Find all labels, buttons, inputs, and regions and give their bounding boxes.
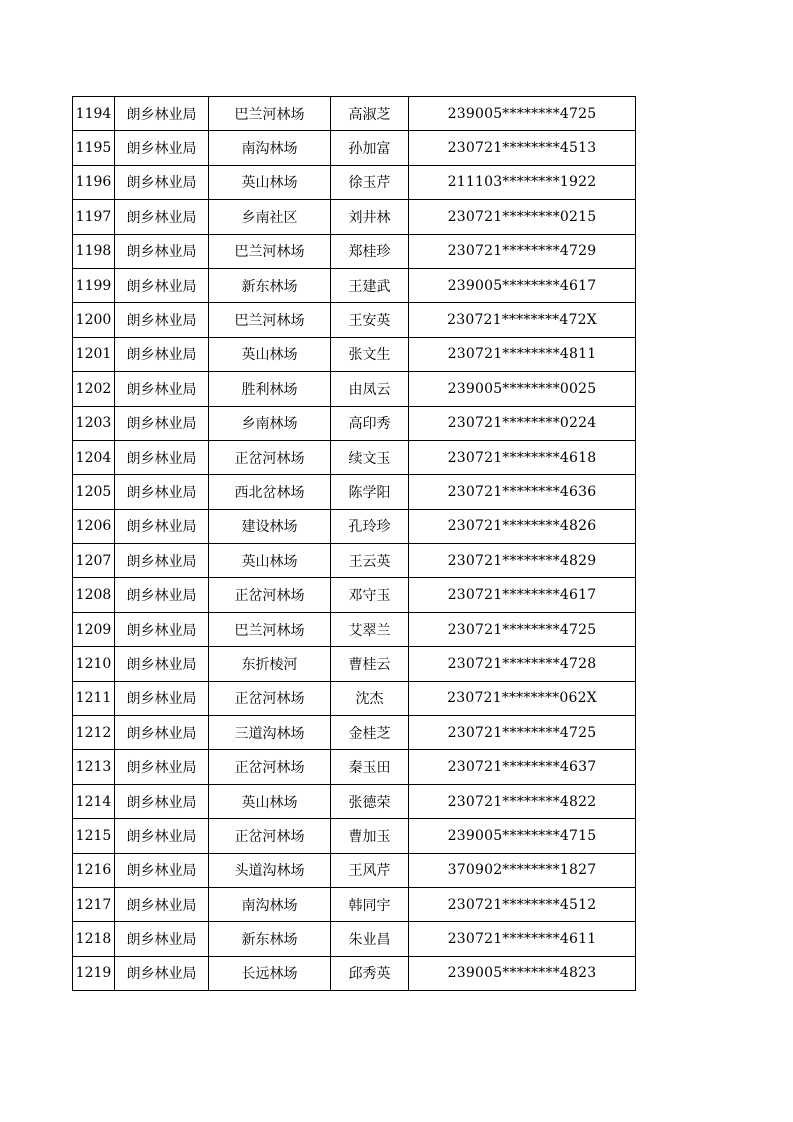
- person-name-cell: 王建武: [331, 268, 409, 302]
- table-row: [73, 97, 636, 131]
- row-number-cell: 1212: [73, 716, 115, 750]
- table-row: [73, 268, 636, 302]
- table-row: [73, 303, 636, 337]
- forest-farm-cell: 英山林场: [209, 337, 331, 371]
- forest-farm-cell: 巴兰河林场: [209, 612, 331, 646]
- person-name-cell: 张德荣: [331, 784, 409, 818]
- id-number-cell: 239005********0025: [409, 372, 636, 406]
- person-name-cell: 王风芹: [331, 853, 409, 887]
- bureau-cell: 朗乡林业局: [115, 716, 209, 750]
- table-row: [73, 956, 636, 990]
- row-number-cell: 1219: [73, 956, 115, 990]
- row-number-cell: 1207: [73, 544, 115, 578]
- person-name-cell: 邱秀英: [331, 956, 409, 990]
- id-number-cell: 211103********1922: [409, 165, 636, 199]
- table-row: [73, 750, 636, 784]
- person-name-cell: 郑桂珍: [331, 234, 409, 268]
- bureau-cell: 朗乡林业局: [115, 784, 209, 818]
- table-row: [73, 681, 636, 715]
- id-number-cell: 239005********4715: [409, 819, 636, 853]
- forest-farm-cell: 东折棱河: [209, 647, 331, 681]
- id-number-cell: 230721********0215: [409, 200, 636, 234]
- person-name-cell: 曹加玉: [331, 819, 409, 853]
- table-row: [73, 887, 636, 921]
- row-number-cell: 1196: [73, 165, 115, 199]
- bureau-cell: 朗乡林业局: [115, 509, 209, 543]
- forest-farm-cell: 南沟林场: [209, 887, 331, 921]
- row-number-cell: 1200: [73, 303, 115, 337]
- person-name-cell: 高淑芝: [331, 97, 409, 131]
- row-number-cell: 1199: [73, 268, 115, 302]
- id-number-cell: 239005********4823: [409, 956, 636, 990]
- table-row: [73, 784, 636, 818]
- person-name-cell: 沈杰: [331, 681, 409, 715]
- id-number-cell: 230721********4811: [409, 337, 636, 371]
- forest-farm-cell: 正岔河林场: [209, 750, 331, 784]
- id-number-cell: 230721********4822: [409, 784, 636, 818]
- forest-farm-cell: 英山林场: [209, 165, 331, 199]
- forest-farm-cell: 南沟林场: [209, 131, 331, 165]
- id-number-cell: 230721********4826: [409, 509, 636, 543]
- row-number-cell: 1204: [73, 440, 115, 474]
- id-number-cell: 239005********4617: [409, 268, 636, 302]
- forest-farm-cell: 新东林场: [209, 922, 331, 956]
- bureau-cell: 朗乡林业局: [115, 165, 209, 199]
- forest-farm-cell: 英山林场: [209, 784, 331, 818]
- forest-farm-cell: 新东林场: [209, 268, 331, 302]
- id-number-cell: 230721********4636: [409, 475, 636, 509]
- person-name-cell: 徐玉芹: [331, 165, 409, 199]
- id-number-cell: 230721********4637: [409, 750, 636, 784]
- table-row: [73, 200, 636, 234]
- id-number-cell: 230721********4618: [409, 440, 636, 474]
- person-name-cell: 韩同宇: [331, 887, 409, 921]
- row-number-cell: 1209: [73, 612, 115, 646]
- bureau-cell: 朗乡林业局: [115, 268, 209, 302]
- bureau-cell: 朗乡林业局: [115, 544, 209, 578]
- person-name-cell: 刘井林: [331, 200, 409, 234]
- id-number-cell: 230721********4725: [409, 612, 636, 646]
- bureau-cell: 朗乡林业局: [115, 887, 209, 921]
- person-name-cell: 曹桂云: [331, 647, 409, 681]
- bureau-cell: 朗乡林业局: [115, 681, 209, 715]
- id-number-cell: 230721********4513: [409, 131, 636, 165]
- id-number-cell: 370902********1827: [409, 853, 636, 887]
- id-number-cell: 230721********062X: [409, 681, 636, 715]
- id-number-cell: 230721********472X: [409, 303, 636, 337]
- row-number-cell: 1217: [73, 887, 115, 921]
- table-row: [73, 131, 636, 165]
- row-number-cell: 1208: [73, 578, 115, 612]
- roster-table: [72, 96, 636, 991]
- row-number-cell: 1194: [73, 97, 115, 131]
- row-number-cell: 1213: [73, 750, 115, 784]
- bureau-cell: 朗乡林业局: [115, 475, 209, 509]
- table-row: [73, 234, 636, 268]
- table-row: [73, 475, 636, 509]
- forest-farm-cell: 胜利林场: [209, 372, 331, 406]
- table-row: [73, 612, 636, 646]
- id-number-cell: 230721********4611: [409, 922, 636, 956]
- forest-farm-cell: 正岔河林场: [209, 440, 331, 474]
- id-number-cell: 230721********4617: [409, 578, 636, 612]
- row-number-cell: 1198: [73, 234, 115, 268]
- person-name-cell: 金桂芝: [331, 716, 409, 750]
- id-number-cell: 230721********4729: [409, 234, 636, 268]
- bureau-cell: 朗乡林业局: [115, 922, 209, 956]
- forest-farm-cell: 头道沟林场: [209, 853, 331, 887]
- row-number-cell: 1195: [73, 131, 115, 165]
- row-number-cell: 1216: [73, 853, 115, 887]
- row-number-cell: 1205: [73, 475, 115, 509]
- person-name-cell: 高印秀: [331, 406, 409, 440]
- forest-farm-cell: 正岔河林场: [209, 578, 331, 612]
- forest-farm-cell: 乡南社区: [209, 200, 331, 234]
- table-row: [73, 509, 636, 543]
- row-number-cell: 1215: [73, 819, 115, 853]
- forest-farm-cell: 正岔河林场: [209, 819, 331, 853]
- bureau-cell: 朗乡林业局: [115, 303, 209, 337]
- id-number-cell: 230721********0224: [409, 406, 636, 440]
- forest-farm-cell: 建设林场: [209, 509, 331, 543]
- bureau-cell: 朗乡林业局: [115, 200, 209, 234]
- forest-farm-cell: 巴兰河林场: [209, 303, 331, 337]
- person-name-cell: 续文玉: [331, 440, 409, 474]
- person-name-cell: 孙加富: [331, 131, 409, 165]
- id-number-cell: 239005********4725: [409, 97, 636, 131]
- table-row: [73, 922, 636, 956]
- bureau-cell: 朗乡林业局: [115, 131, 209, 165]
- bureau-cell: 朗乡林业局: [115, 647, 209, 681]
- table-row: [73, 716, 636, 750]
- forest-farm-cell: 三道沟林场: [209, 716, 331, 750]
- table-row: [73, 406, 636, 440]
- forest-farm-cell: 乡南林场: [209, 406, 331, 440]
- table-row: [73, 578, 636, 612]
- row-number-cell: 1210: [73, 647, 115, 681]
- bureau-cell: 朗乡林业局: [115, 750, 209, 784]
- bureau-cell: 朗乡林业局: [115, 97, 209, 131]
- table-row: [73, 853, 636, 887]
- person-name-cell: 由凤云: [331, 372, 409, 406]
- bureau-cell: 朗乡林业局: [115, 440, 209, 474]
- table-row: [73, 544, 636, 578]
- table-row: [73, 647, 636, 681]
- table-row: [73, 165, 636, 199]
- table-row: [73, 372, 636, 406]
- bureau-cell: 朗乡林业局: [115, 819, 209, 853]
- id-number-cell: 230721********4728: [409, 647, 636, 681]
- person-name-cell: 艾翠兰: [331, 612, 409, 646]
- row-number-cell: 1203: [73, 406, 115, 440]
- row-number-cell: 1197: [73, 200, 115, 234]
- forest-farm-cell: 长远林场: [209, 956, 331, 990]
- bureau-cell: 朗乡林业局: [115, 372, 209, 406]
- forest-farm-cell: 正岔河林场: [209, 681, 331, 715]
- bureau-cell: 朗乡林业局: [115, 406, 209, 440]
- table-row: [73, 337, 636, 371]
- row-number-cell: 1202: [73, 372, 115, 406]
- id-number-cell: 230721********4512: [409, 887, 636, 921]
- person-name-cell: 王云英: [331, 544, 409, 578]
- bureau-cell: 朗乡林业局: [115, 234, 209, 268]
- roster-table-body: [73, 97, 636, 991]
- id-number-cell: 230721********4829: [409, 544, 636, 578]
- person-name-cell: 秦玉田: [331, 750, 409, 784]
- forest-farm-cell: 巴兰河林场: [209, 234, 331, 268]
- forest-farm-cell: 西北岔林场: [209, 475, 331, 509]
- bureau-cell: 朗乡林业局: [115, 578, 209, 612]
- bureau-cell: 朗乡林业局: [115, 956, 209, 990]
- row-number-cell: 1206: [73, 509, 115, 543]
- id-number-cell: 230721********4725: [409, 716, 636, 750]
- bureau-cell: 朗乡林业局: [115, 337, 209, 371]
- person-name-cell: 孔玲珍: [331, 509, 409, 543]
- person-name-cell: 王安英: [331, 303, 409, 337]
- forest-farm-cell: 英山林场: [209, 544, 331, 578]
- row-number-cell: 1211: [73, 681, 115, 715]
- row-number-cell: 1218: [73, 922, 115, 956]
- person-name-cell: 陈学阳: [331, 475, 409, 509]
- bureau-cell: 朗乡林业局: [115, 612, 209, 646]
- person-name-cell: 邓守玉: [331, 578, 409, 612]
- person-name-cell: 朱业昌: [331, 922, 409, 956]
- table-row: [73, 440, 636, 474]
- bureau-cell: 朗乡林业局: [115, 853, 209, 887]
- forest-farm-cell: 巴兰河林场: [209, 97, 331, 131]
- row-number-cell: 1201: [73, 337, 115, 371]
- person-name-cell: 张文生: [331, 337, 409, 371]
- row-number-cell: 1214: [73, 784, 115, 818]
- table-row: [73, 819, 636, 853]
